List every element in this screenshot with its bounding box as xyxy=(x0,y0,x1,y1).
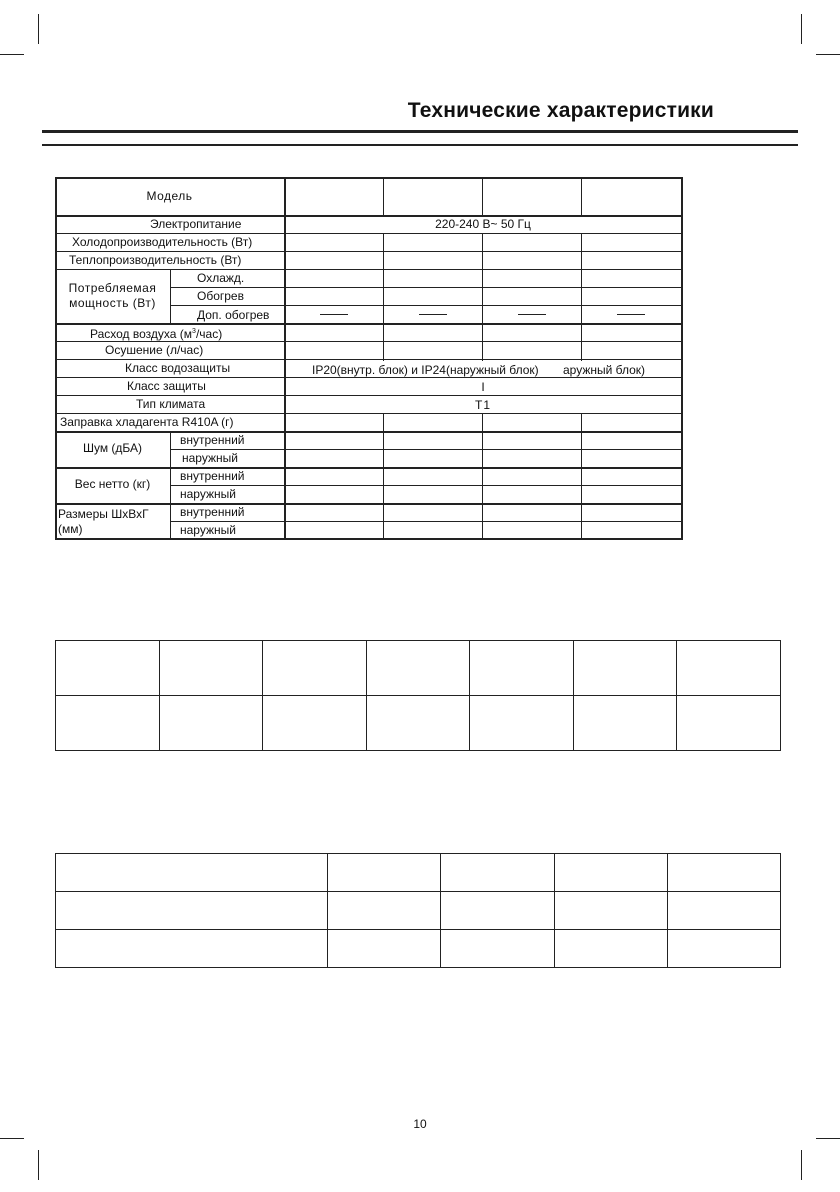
crop-mark xyxy=(801,14,802,44)
table-cell xyxy=(328,930,441,968)
table-cell xyxy=(470,696,574,751)
dehumidification-label: Осушение (л/час) xyxy=(105,343,204,357)
table-cell xyxy=(56,854,328,892)
table-cell xyxy=(667,930,780,968)
dimensions-indoor-label: внутренний xyxy=(180,505,245,519)
heating-capacity-label: Теплопроизводительность (Вт) xyxy=(69,253,242,267)
dimensions-label: Размеры ШхВхГ (мм) xyxy=(58,507,149,536)
table-cell xyxy=(159,696,263,751)
crop-mark xyxy=(0,1138,24,1139)
header-rule xyxy=(42,130,798,133)
dimensions-outdoor-label: наружный xyxy=(180,523,236,537)
row-divider xyxy=(55,341,682,342)
row-divider xyxy=(55,251,682,252)
table-cell xyxy=(441,930,554,968)
noise-label: Шум (дБА) xyxy=(82,441,143,455)
protection-class-value: I xyxy=(481,380,485,394)
table-cell xyxy=(56,641,160,696)
table-border xyxy=(55,177,682,179)
crop-mark xyxy=(801,1150,802,1180)
table-cell xyxy=(677,641,781,696)
consumed-power-label: Потребляемая мощность (Вт) xyxy=(68,281,157,310)
row-divider xyxy=(55,467,682,469)
crop-mark xyxy=(38,14,39,44)
table-cell xyxy=(263,641,367,696)
protection-class-label: Класс защиты xyxy=(127,379,206,393)
spec-table xyxy=(55,177,682,540)
table-cell xyxy=(470,641,574,696)
cooling-capacity-label: Холодопроизводительность (Вт) xyxy=(72,235,253,249)
climate-type-value: T1 xyxy=(474,398,491,412)
row-divider xyxy=(55,359,682,360)
cooling-label: Охлажд. xyxy=(197,271,245,285)
refrigerant-label: Заправка хладагента R410A (г) xyxy=(60,415,234,429)
row-divider xyxy=(170,287,682,288)
table-border xyxy=(55,538,682,540)
table-cell xyxy=(328,854,441,892)
row-divider xyxy=(170,305,682,306)
column-divider xyxy=(383,177,384,216)
table-cell xyxy=(56,930,328,968)
not-applicable-dash xyxy=(617,314,645,315)
row-divider xyxy=(170,521,682,522)
table-cell xyxy=(441,892,554,930)
row-divider xyxy=(55,269,682,270)
table-cell xyxy=(56,892,328,930)
power-supply-label: Электропитание xyxy=(150,217,242,231)
table-cell xyxy=(667,854,780,892)
not-applicable-dash xyxy=(518,314,546,315)
water-protection-value: IP20(внутр. блок) и IP24(наружный блок) xyxy=(312,363,539,377)
airflow-label: Расход воздуха $(м^3/час)$ xyxy=(90,327,223,341)
page-title: Технические характеристики xyxy=(407,99,714,122)
table-cell xyxy=(573,641,677,696)
row-divider xyxy=(55,503,682,505)
table-cell xyxy=(366,641,470,696)
table-cell xyxy=(159,641,263,696)
row-divider xyxy=(170,485,682,486)
noise-indoor-label: внутренний xyxy=(180,433,245,447)
table-cell xyxy=(328,892,441,930)
not-applicable-dash xyxy=(419,314,447,315)
crop-mark xyxy=(816,1138,840,1139)
net-weight-label: Вес нетто (кг) xyxy=(74,477,151,491)
table-cell xyxy=(677,696,781,751)
column-divider xyxy=(482,177,483,216)
row-divider xyxy=(55,377,682,378)
row-divider xyxy=(55,413,682,414)
power-supply-value: 220-240 В~ 50 Гц xyxy=(435,217,531,231)
net-weight-outdoor-label: наружный xyxy=(180,487,236,501)
crop-mark xyxy=(816,54,840,55)
column-divider xyxy=(170,269,171,324)
column-divider xyxy=(581,177,582,216)
page-number: 10 xyxy=(413,1117,427,1131)
table-cell xyxy=(554,930,667,968)
net-weight-indoor-label: внутренний xyxy=(180,469,245,483)
table-cell xyxy=(56,696,160,751)
header-rule xyxy=(42,144,798,146)
crop-mark xyxy=(0,54,24,55)
row-divider xyxy=(55,395,682,396)
empty-grid-table xyxy=(55,640,781,751)
table-cell xyxy=(441,854,554,892)
table-cell xyxy=(263,696,367,751)
water-protection-label: Класс водозащиты xyxy=(125,361,231,375)
noise-outdoor-label: наружный xyxy=(182,451,238,465)
heating-label: Обогрев xyxy=(197,289,244,303)
not-applicable-dash xyxy=(320,314,348,315)
table-cell xyxy=(667,892,780,930)
climate-type-label: Тип климата xyxy=(136,397,206,411)
table-cell xyxy=(554,854,667,892)
row-divider xyxy=(55,431,682,433)
water-protection-overflow: аружный блок) xyxy=(563,363,646,377)
empty-grid-table xyxy=(55,853,781,968)
model-label: Модель xyxy=(146,189,193,203)
table-cell xyxy=(554,892,667,930)
table-cell xyxy=(366,696,470,751)
row-divider xyxy=(55,233,682,234)
crop-mark xyxy=(38,1150,39,1180)
row-divider xyxy=(170,449,682,450)
extra-heating-label: Доп. обогрев xyxy=(197,308,270,322)
table-cell xyxy=(573,696,677,751)
